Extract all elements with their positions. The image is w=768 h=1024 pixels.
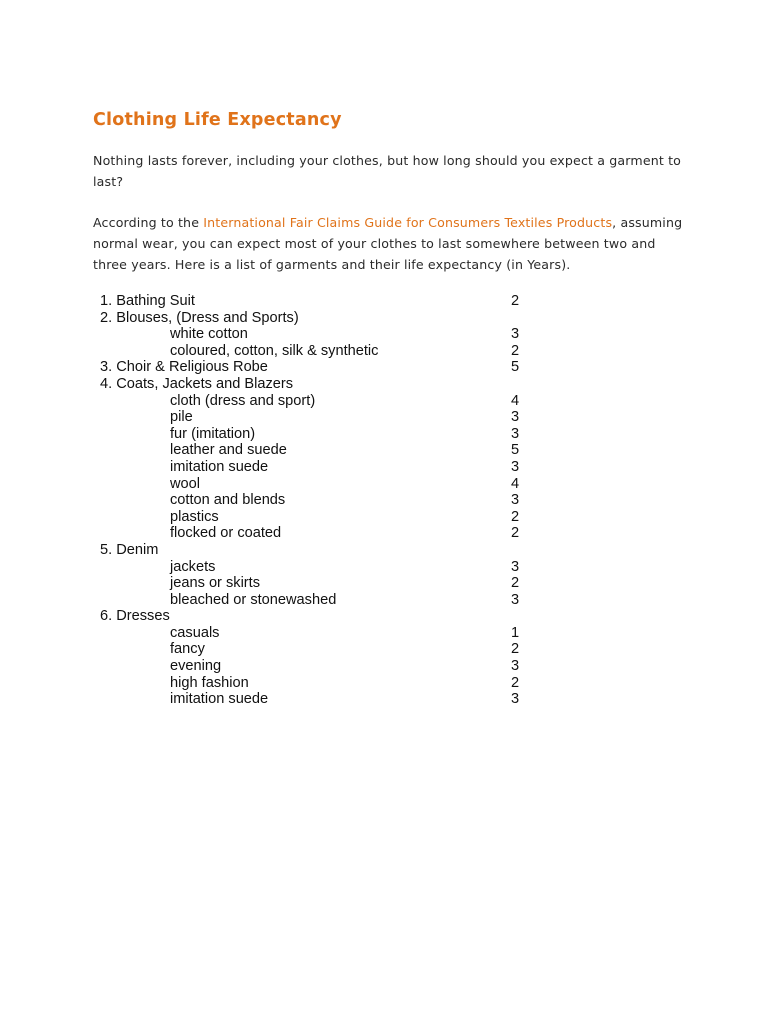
fair-claims-guide-link[interactable]: International Fair Claims Guide for Consumers Textiles Products: [203, 215, 613, 230]
garment-label: flocked or coated: [170, 525, 282, 542]
garment-years: 1: [511, 624, 520, 641]
garment-subitem-row: [100, 559, 530, 576]
garment-subitem-row: [100, 393, 530, 410]
garment-years: 2: [511, 641, 520, 658]
garment-label: 6. Dresses: [100, 608, 170, 625]
garment-subitem-row: [100, 343, 530, 360]
garment-subitem-row: [100, 492, 530, 509]
garment-label: imitation suede: [170, 458, 269, 475]
garment-years: 4: [511, 392, 520, 409]
garment-label: cotton and blends: [170, 492, 286, 509]
garment-label: jeans or skirts: [170, 575, 261, 592]
garment-years: 2: [511, 674, 520, 691]
garment-label: pile: [170, 409, 193, 426]
garment-category-row: [100, 542, 530, 559]
garment-category-row: [100, 293, 530, 310]
garment-label: casuals: [170, 624, 220, 641]
garment-label: bleached or stonewashed: [170, 591, 337, 608]
garment-life-expectancy-table: [100, 293, 530, 708]
garment-label: cloth (dress and sport): [170, 392, 316, 409]
garment-label: evening: [170, 658, 222, 675]
garment-subitem-row: [100, 442, 530, 459]
page-title: Clothing Life Expectancy: [93, 110, 342, 130]
garment-subitem-row: [100, 658, 530, 675]
garment-years: 3: [511, 691, 520, 708]
garment-category-row: [100, 310, 530, 327]
garment-subitem-row: [100, 326, 530, 343]
garment-label: wool: [170, 475, 201, 492]
intro-paragraph: Nothing lasts forever, including your clothes, but how long should you expect a garment to last?: [93, 153, 682, 189]
garment-label: leather and suede: [170, 442, 287, 459]
garment-subitem-row: [100, 509, 530, 526]
garment-years: 2: [511, 525, 520, 542]
garment-years: 3: [511, 658, 520, 675]
garment-category-row: [100, 608, 530, 625]
garment-subitem-row: [100, 575, 530, 592]
garment-label: high fashion: [170, 674, 249, 691]
garment-category-row: [100, 376, 530, 393]
garment-years: 2: [511, 293, 520, 309]
garment-label: 3. Choir & Religious Robe: [100, 359, 268, 376]
source-paragraph-suffix: , assuming normal wear, you can expect most of your clothes to last somewhere between two and three years. Here is a list of garments and their life expectancy (in Years).: [93, 215, 683, 272]
garment-subitem-row: [100, 675, 530, 692]
garment-label: 1. Bathing Suit: [100, 293, 195, 309]
garment-subitem-row: [100, 525, 530, 542]
garment-label: plastics: [170, 508, 219, 525]
garment-years: 3: [511, 558, 520, 575]
garment-label: imitation suede: [170, 691, 269, 708]
garment-label: 5. Denim: [100, 541, 159, 558]
garment-years: 3: [511, 425, 520, 442]
garment-years: 3: [511, 591, 520, 608]
garment-label: coloured, cotton, silk & synthetic: [170, 342, 379, 359]
garment-subitem-row: [100, 476, 530, 493]
garment-years: 4: [511, 475, 520, 492]
garment-years: 3: [511, 492, 520, 509]
garment-subitem-row: [100, 426, 530, 443]
garment-label: white cotton: [170, 326, 248, 343]
garment-subitem-row: [100, 459, 530, 476]
garment-years: 2: [511, 342, 520, 359]
garment-subitem-row: [100, 592, 530, 609]
garment-years: 3: [511, 326, 520, 343]
garment-subitem-row: [100, 641, 530, 658]
garment-years: 2: [511, 508, 520, 525]
garment-label: 2. Blouses, (Dress and Sports): [100, 309, 299, 326]
garment-years: 3: [511, 409, 520, 426]
garment-label: fur (imitation): [170, 425, 256, 442]
source-paragraph-prefix: According to the: [93, 215, 204, 230]
garment-label: fancy: [170, 641, 205, 658]
garment-years: 5: [511, 359, 520, 376]
garment-years: 5: [511, 442, 520, 459]
garment-subitem-row: [100, 625, 530, 642]
garment-subitem-row: [100, 409, 530, 426]
garment-category-row: [100, 359, 530, 376]
garment-label: jackets: [170, 558, 216, 575]
garment-label: 4. Coats, Jackets and Blazers: [100, 375, 294, 392]
source-paragraph: [93, 212, 683, 275]
article: [93, 108, 683, 275]
garment-years: 2: [511, 575, 520, 592]
garment-years: 3: [511, 458, 520, 475]
garment-subitem-row: [100, 691, 530, 708]
